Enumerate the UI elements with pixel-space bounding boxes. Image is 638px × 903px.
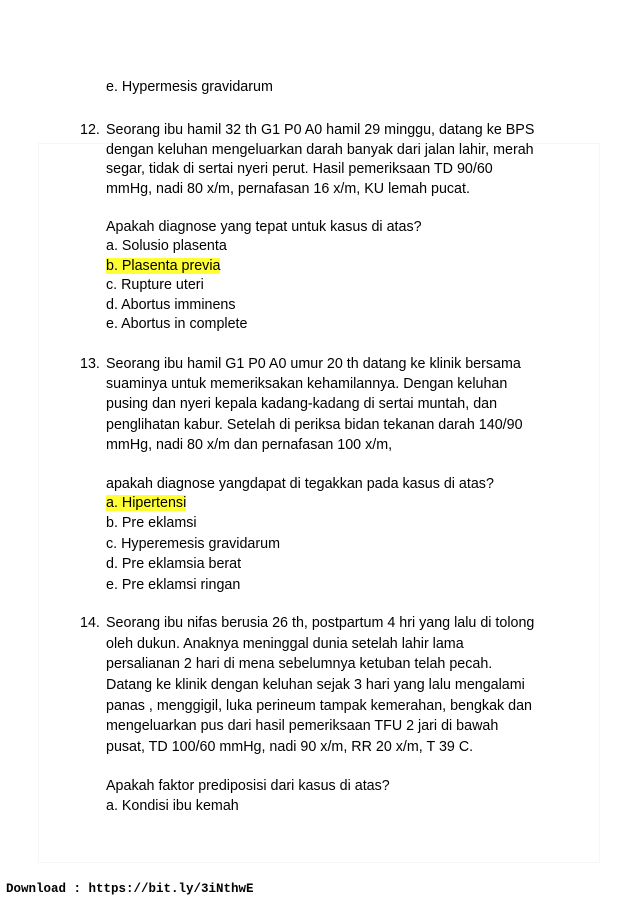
question-text-line: Seorang ibu nifas berusia 26 th, postpartum 4 hri yang lalu di tolong <box>106 615 535 631</box>
answer-option: b. Pre eklamsi <box>106 515 197 531</box>
answer-option: e. Abortus in complete <box>106 316 248 332</box>
answer-option: a. Solusio plasenta <box>106 238 227 254</box>
question-text-line: mengeluarkan pus dari hasil pemeriksaan TFU 2 jari di bawah <box>106 718 499 734</box>
question-text-line: Seorang ibu hamil 32 th G1 P0 A0 hamil 29 minggu, datang ke BPS <box>106 122 535 138</box>
question-prompt: Apakah faktor prediposisi dari kasus di atas? <box>106 778 390 794</box>
answer-option: a. Kondisi ibu kemah <box>106 798 239 814</box>
answer-option: d. Abortus imminens <box>106 297 236 313</box>
answer-option-correct <box>106 494 186 512</box>
question-text-line: panas , menggigil, luka perineum tampak kemerahan, bengkak dan <box>106 698 532 714</box>
answer-option-correct <box>106 257 220 275</box>
highlighted-answer: b. Plasenta previa <box>106 258 221 274</box>
question-text-line: persalianan 2 hari di mena sebelumnya ketuban telah pecah. <box>106 656 493 672</box>
question-text-line: oleh dukun. Anaknya meninggal dunia setelah lahir lama <box>106 636 464 652</box>
question-text-line: pusing dan nyeri kepala kadang-kadang di sertai muntah, dan <box>106 396 498 412</box>
question-number: 14. <box>80 615 100 631</box>
question-number: 13. <box>80 356 100 372</box>
question-text-line: mmHg, nadi 80 x/m, pernafasan 16 x/m, KU lemah pucat. <box>106 181 470 197</box>
answer-option: e. Pre eklamsi ringan <box>106 577 241 593</box>
answer-option: c. Hyperemesis gravidarum <box>106 536 280 552</box>
highlighted-answer: a. Hipertensi <box>106 495 187 511</box>
question-prompt: Apakah diagnose yang tepat untuk kasus di atas? <box>106 219 422 235</box>
question-text-line: suaminya untuk memeriksakan kehamilannya. Dengan keluhan <box>106 376 508 392</box>
question-text-line: Seorang ibu hamil G1 P0 A0 umur 20 th datang ke klinik bersama <box>106 356 521 372</box>
answer-option: d. Pre eklamsia berat <box>106 556 242 572</box>
question-text-line: mmHg, nadi 80 x/m dan pernafasan 100 x/m, <box>106 437 393 453</box>
download-link[interactable]: Download : https://bit.ly/3iNthwE <box>6 882 254 896</box>
question-text-line: penglihatan kabur. Setelah di periksa bidan tekanan darah 140/90 <box>106 417 523 433</box>
answer-option: c. Rupture uteri <box>106 277 204 293</box>
question-text-line: dengan keluhan mengeluarkan darah banyak dari jalan lahir, merah <box>106 142 534 158</box>
question-text-line: Datang ke klinik dengan keluhan sejak 3 hari yang lalu mengalami <box>106 677 525 693</box>
question-prompt: apakah diagnose yangdapat di tegakkan pada kasus di atas? <box>106 476 494 492</box>
question-text-line: pusat, TD 100/60 mmHg, nadi 90 x/m, RR 20 x/m, T 39 C. <box>106 739 474 755</box>
option-text: e. Hypermesis gravidarum <box>106 79 273 95</box>
question-text-line: segar, tidak di sertai nyeri perut. Hasil pemeriksaan TD 90/60 <box>106 161 493 177</box>
question-number: 12. <box>80 122 100 138</box>
